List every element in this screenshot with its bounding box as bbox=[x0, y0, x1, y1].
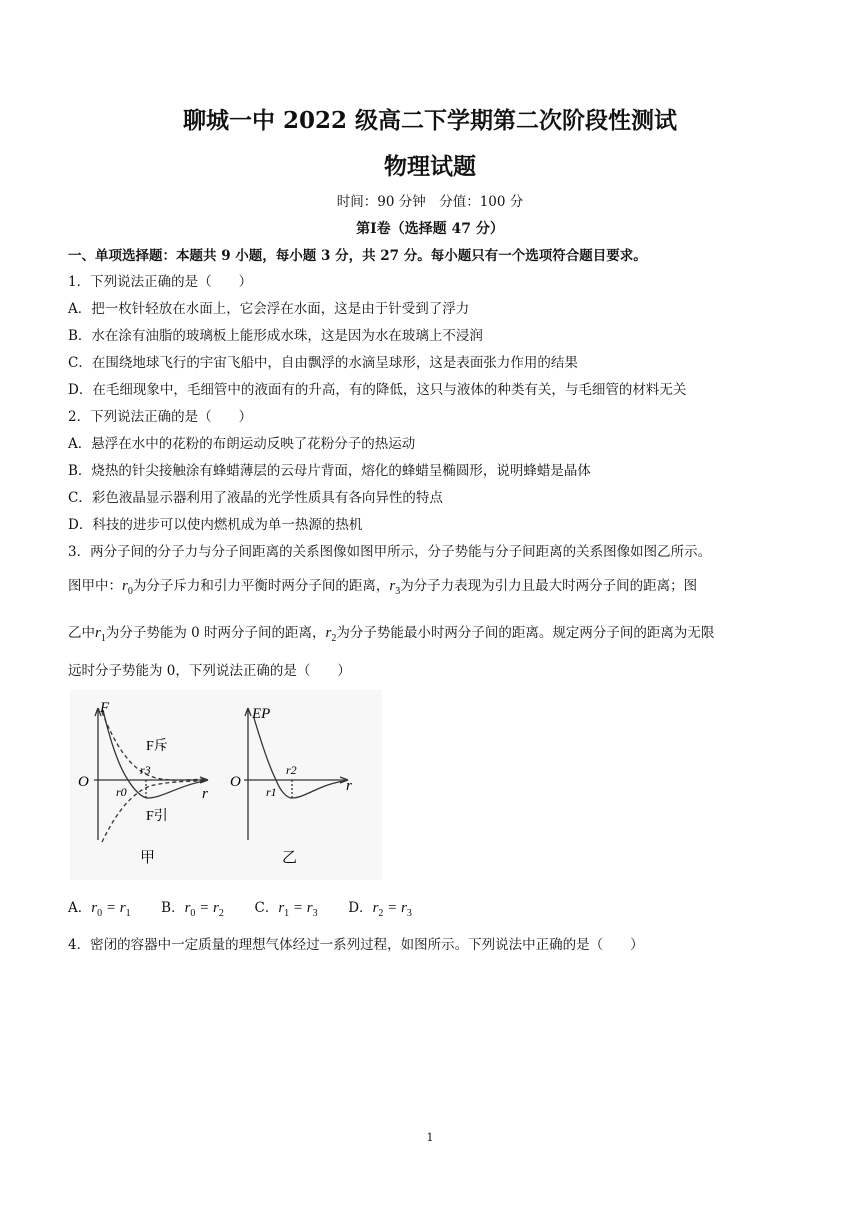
q1-stem: 1．下列说法正确的是（ ） bbox=[68, 274, 253, 290]
q3-line-4: 远时分子势能为 0，下列说法正确的是（ ） bbox=[68, 663, 351, 679]
page-number: 1 bbox=[426, 1131, 434, 1144]
exam-subtitle: 物理试题 bbox=[384, 153, 476, 180]
q1-option-d: D．在毛细现象中，毛细管中的液面有的升高，有的降低，这只与液体的种类有关，与毛细管的材料无关 bbox=[68, 382, 687, 398]
force-r-label: r bbox=[202, 786, 208, 802]
repulsion-label: F斥 bbox=[146, 739, 168, 754]
q2-option-b: B．烧热的针尖接触涂有蜂蜡薄层的云母片背面，熔化的蜂蜡呈椭圆形，说明蜂蜡是晶体 bbox=[68, 463, 591, 479]
q3-line-3: 乙中$r_1$为分子势能为 0 时两分子间的距离，$r_2$为分子势能最小时两分子间的距离。规定两分子间的距离为无限 bbox=[68, 625, 715, 644]
q2-option-c: C．彩色液晶显示器利用了液晶的光学性质具有各向异性的特点 bbox=[68, 490, 443, 506]
r0-label: r0 bbox=[116, 785, 127, 799]
q2-option-a: A．悬浮在水中的花粉的布朗运动反映了花粉分子的热运动 bbox=[68, 436, 416, 452]
q3-option-c: C．$r_1 = r_3$ bbox=[254, 900, 318, 919]
q3-line-2: 图甲中：$r_0$为分子斥力和引力平衡时两分子间的距离，$r_3$为分子力表现为引力且最大时两分子间的距离；图 bbox=[68, 578, 698, 597]
section-heading: 一、单项选择题：本题共 9 小题，每小题 3 分，共 27 分。每小题只有一个选项符合题目要求。 bbox=[68, 248, 647, 264]
q3-option-b: B．$r_0 = r_2$ bbox=[161, 900, 224, 919]
q3-options bbox=[68, 896, 412, 919]
potential-r-label: r bbox=[346, 778, 352, 794]
potential-axis-label: EP bbox=[252, 706, 271, 722]
q1-option-c: C．在围绕地球飞行的宇宙飞船中，自由飘浮的水滴呈球形，这是表面张力作用的结果 bbox=[68, 355, 578, 371]
q1-option-a: A．把一枚针轻放在水面上，它会浮在水面，这是由于针受到了浮力 bbox=[68, 301, 470, 317]
force-axis-label: F bbox=[100, 700, 110, 716]
q3-line-1: 3．两分子间的分子力与分子间距离的关系图像如图甲所示，分子势能与分子间距离的关系图像如图乙所示。 bbox=[68, 544, 712, 560]
figure-a-caption: 甲 bbox=[140, 848, 156, 866]
potential-origin-label: O bbox=[230, 774, 241, 790]
q2-stem: 2．下列说法正确的是（ ） bbox=[68, 409, 253, 425]
exam-meta: 时间：90 分钟 分值：100 分 bbox=[336, 194, 524, 210]
q3-option-a: A．$r_0 = r_1$ bbox=[68, 900, 131, 919]
r2-label: r2 bbox=[286, 763, 297, 777]
r1-label: r1 bbox=[266, 785, 277, 799]
q4-stem: 4．密闭的容器中一定质量的理想气体经过一系列过程，如图所示。下列说法中正确的是（ ） bbox=[68, 937, 644, 953]
attraction-label: F引 bbox=[146, 809, 168, 824]
q1-option-b: B．水在涂有油脂的玻璃板上能形成水珠，这是因为水在玻璃上不浸润 bbox=[68, 328, 483, 344]
q2-option-d: D．科技的进步可以使内燃机成为单一热源的热机 bbox=[68, 517, 363, 533]
q3-figure bbox=[70, 690, 382, 880]
exam-title: 聊城一中 2022 级高二下学期第二次阶段性测试 bbox=[182, 107, 678, 134]
figure-b-caption: 乙 bbox=[282, 848, 298, 866]
volume-heading: 第Ⅰ卷（选择题 47 分） bbox=[356, 221, 504, 237]
r3-label: r3 bbox=[140, 763, 151, 777]
force-origin-label: O bbox=[78, 774, 89, 790]
q3-option-d: D．$r_2 = r_3$ bbox=[348, 900, 412, 919]
